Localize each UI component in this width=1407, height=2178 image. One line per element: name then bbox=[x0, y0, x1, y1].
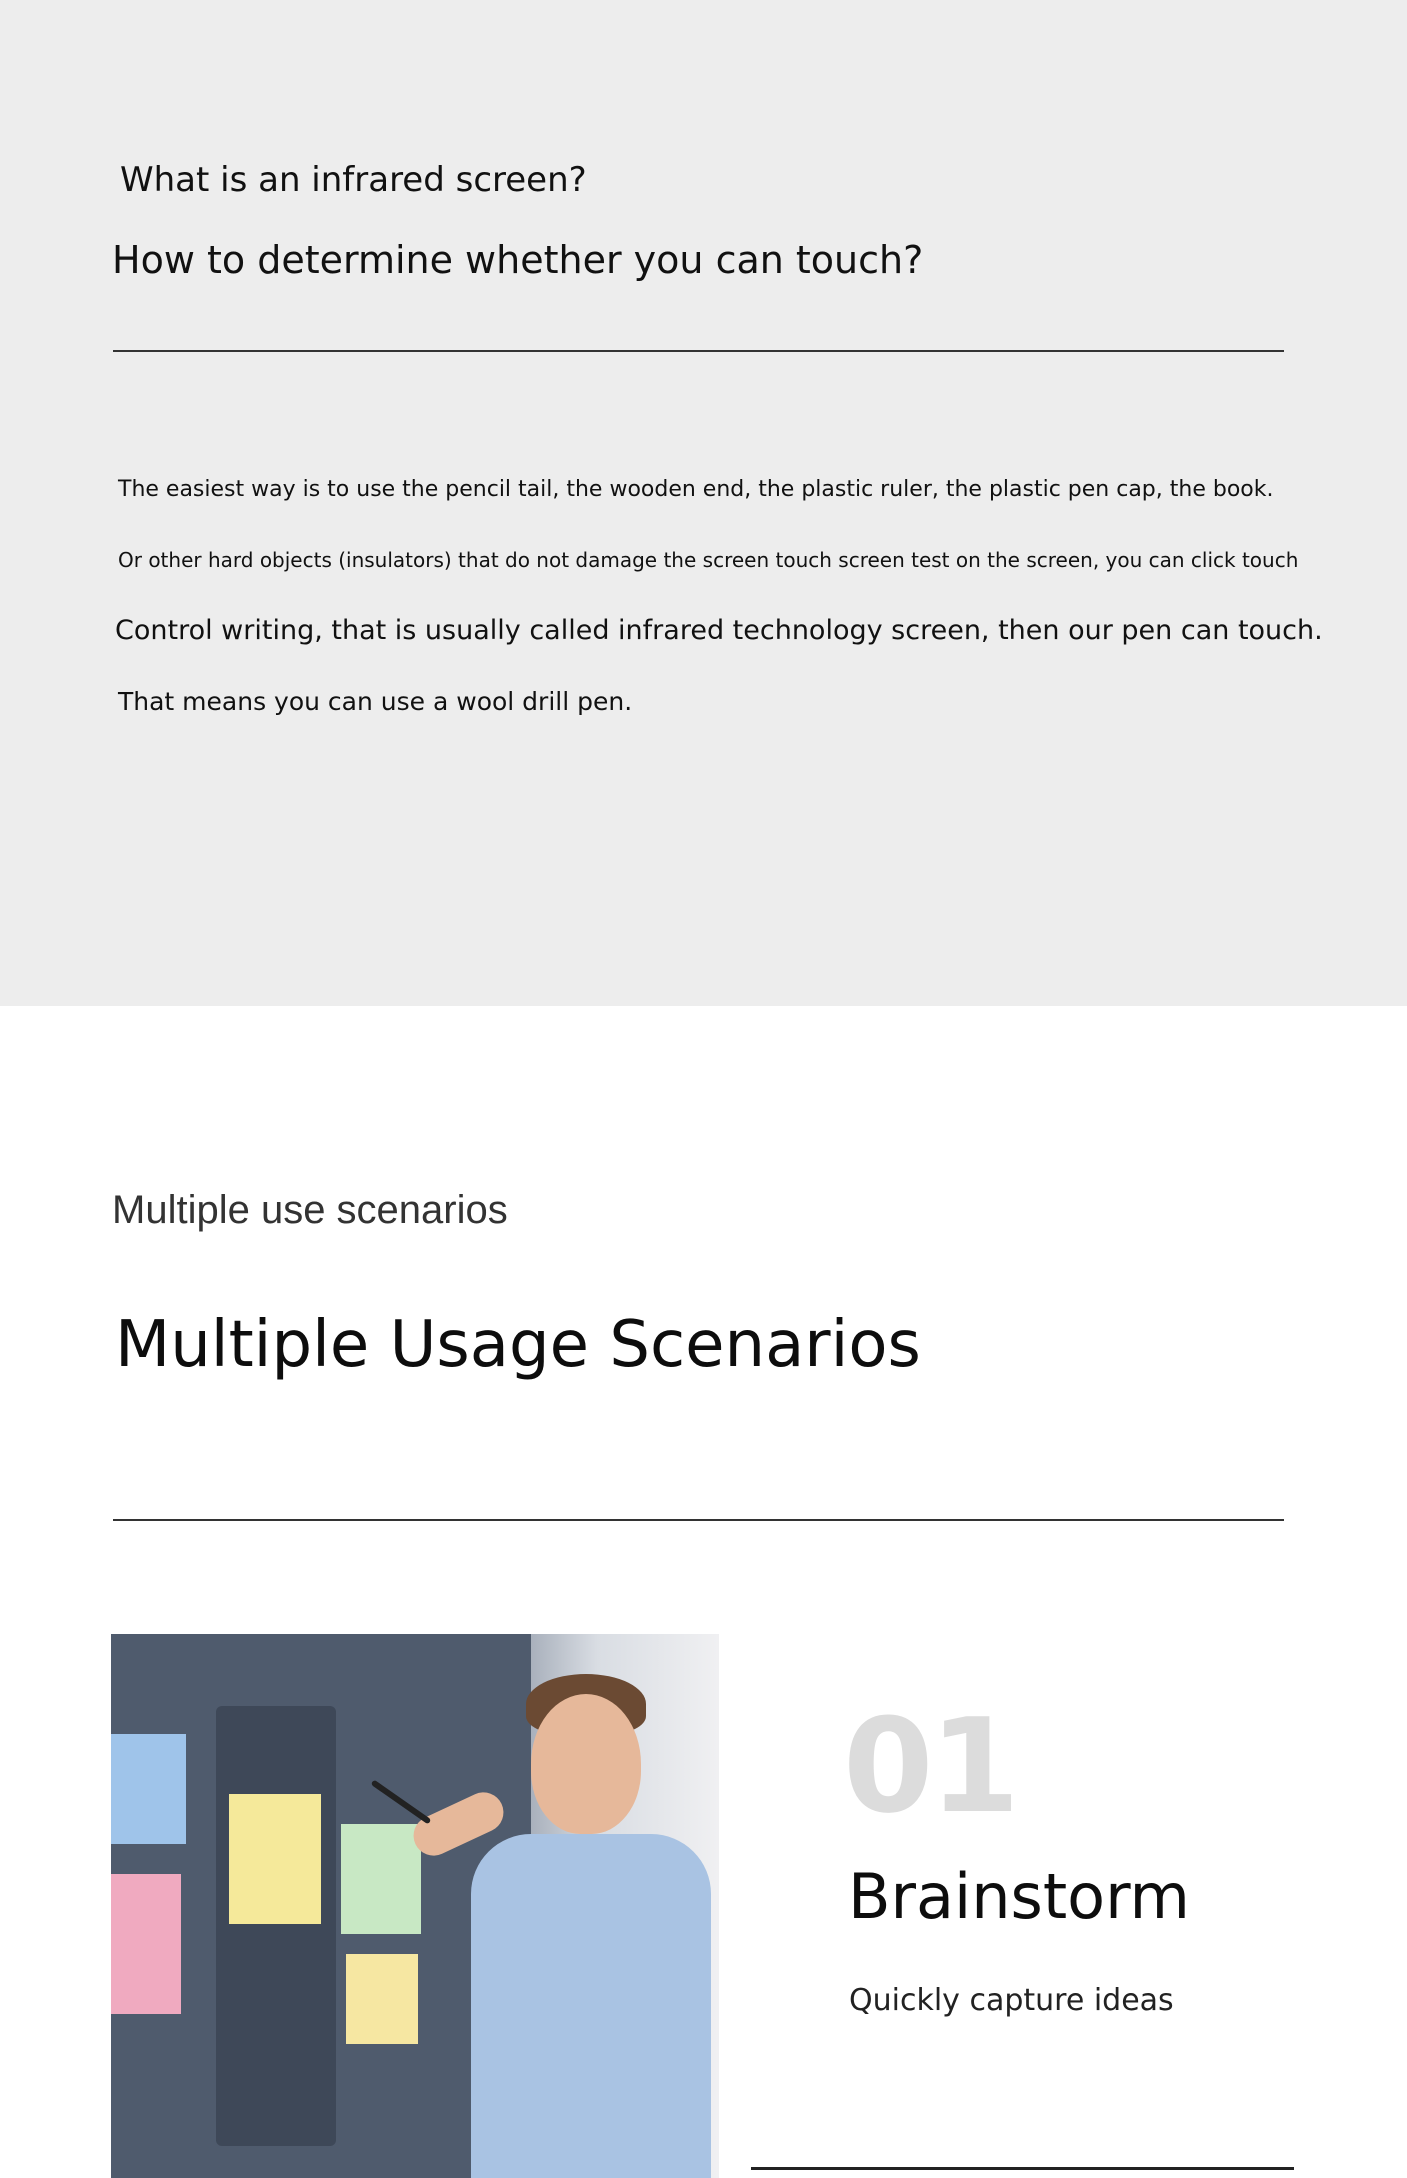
sticky-note bbox=[229, 1794, 321, 1924]
scenarios-title: Multiple Usage Scenarios bbox=[115, 1308, 921, 1382]
divider bbox=[113, 1519, 1284, 1521]
divider bbox=[113, 350, 1284, 352]
feature-number: 01 bbox=[843, 1690, 1016, 1842]
question-heading-infrared: What is an infrared screen? bbox=[120, 160, 587, 200]
scenarios-subtitle: Multiple use scenarios bbox=[112, 1188, 508, 1232]
paragraph-line-2: Or other hard objects (insulators) that do not damage the screen touch screen test on the screen, you can click touch bbox=[118, 548, 1299, 572]
question-heading-touch: How to determine whether you can touch? bbox=[112, 238, 924, 282]
sticky-note bbox=[111, 1734, 186, 1844]
infrared-section bbox=[0, 0, 1407, 1006]
brainstorm-photo bbox=[111, 1634, 719, 2178]
feature-description: Quickly capture ideas bbox=[849, 1983, 1174, 2018]
feature-title: Brainstorm bbox=[848, 1860, 1190, 1933]
paragraph-line-4: That means you can use a wool drill pen. bbox=[118, 687, 633, 716]
sticky-note bbox=[111, 1874, 181, 2014]
sticky-note bbox=[346, 1954, 418, 2044]
paragraph-line-1: The easiest way is to use the pencil tail, the wooden end, the plastic ruler, the plastic pen cap, the book. bbox=[118, 477, 1274, 502]
sticky-note bbox=[341, 1824, 421, 1934]
paragraph-line-3: Control writing, that is usually called infrared technology screen, then our pen can touch. bbox=[115, 615, 1323, 646]
person-shirt bbox=[471, 1834, 711, 2178]
feature-divider bbox=[751, 2167, 1294, 2170]
whiteboard-panel bbox=[216, 1706, 336, 2146]
person-head bbox=[531, 1694, 641, 1834]
